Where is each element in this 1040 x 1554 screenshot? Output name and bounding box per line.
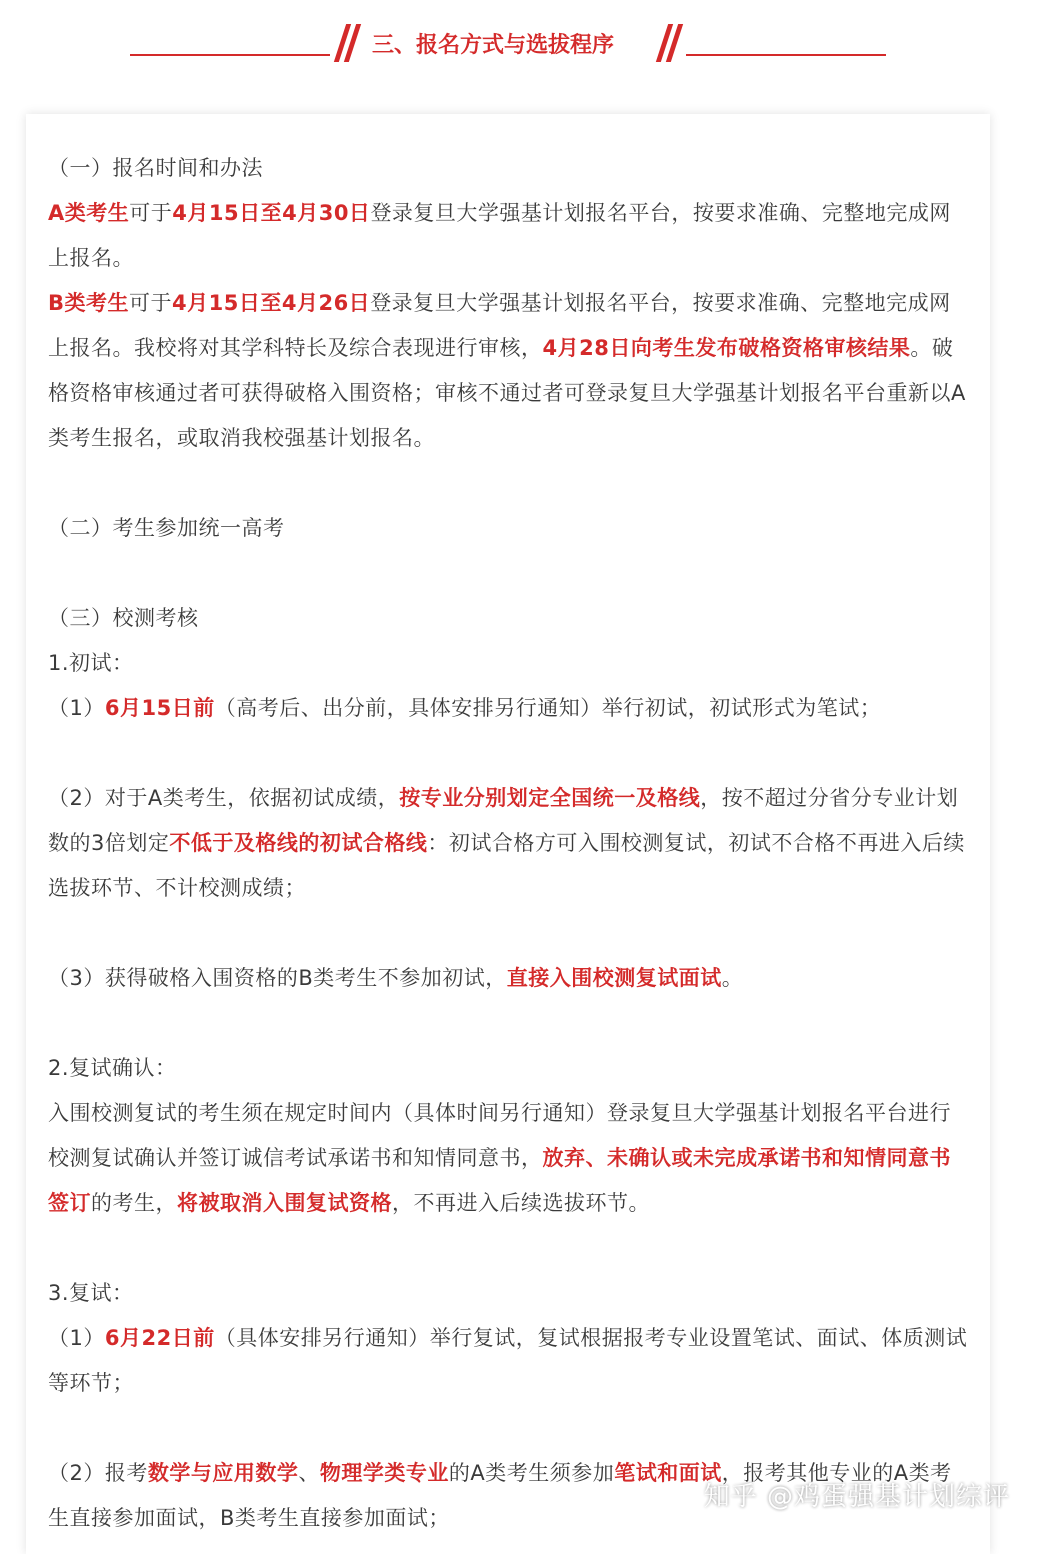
item-retest-1: （1）6月22日前（具体安排另行通知）举行复试，复试根据报考专业设置笔试、面试、体质测试等环节； <box>48 1326 968 1395</box>
zhihu-watermark: 知乎 @鸡蛋强基计划综评 <box>703 1482 1010 1512</box>
subheading-preliminary: 1.初试： <box>48 651 134 675</box>
header-line-right <box>686 54 886 56</box>
item-retest-2: （2）报考数学与应用数学、物理学类专业的A类考生须参加笔试和面试，报考其他专业的A类考生直接参加面试，B类考生直接参加面试； <box>48 1461 952 1530</box>
heading-gaokao: （二）考生参加统一高考 <box>48 516 285 540</box>
item-preliminary-3: （3）获得破格入围资格的B类考生不参加初试，直接入围校测复试面试。 <box>48 966 744 990</box>
item-preliminary-1: （1）6月15日前（高考后、出分前，具体安排另行通知）举行初试，初试形式为笔试； <box>48 696 882 720</box>
section-title: 三、报名方式与选拔程序 <box>372 33 615 58</box>
heading-school-test: （三）校测考核 <box>48 606 199 630</box>
header-line-left <box>130 54 330 56</box>
section-header <box>0 14 1040 74</box>
paragraph-b-candidates: B类考生可于4月15日至4月26日登录复旦大学强基计划报名平台，按要求准确、完整地完成网上报名。我校将对其学科特长及综合表现进行审核，4月28日向考生发布破格资格审核结果。破格资格审核通过者可获得破格入围资格；审核不通过者可登录复旦大学强基计划报名平台重新以A类考生报名，或取消我校强基计划报名。 <box>48 291 966 450</box>
heading-registration: （一）报名时间和办法 <box>48 156 263 180</box>
subheading-retest-confirm: 2.复试确认： <box>48 1056 177 1080</box>
paragraph-a-candidates: A类考生可于4月15日至4月30日登录复旦大学强基计划报名平台，按要求准确、完整地完成网上报名。 <box>48 201 951 270</box>
subheading-retest: 3.复试： <box>48 1281 134 1305</box>
slash-decoration-left <box>334 24 362 72</box>
article-body <box>48 146 968 1541</box>
item-preliminary-2: （2）对于A类考生，依据初试成绩，按专业分别划定全国统一及格线，按不超过分省分专业计划数的3倍划定不低于及格线的初试合格线：初试合格方可入围校测复试，初试不合格不再进入后续选拔环节、不计校测成绩； <box>48 786 965 900</box>
paragraph-retest-confirm: 入围校测复试的考生须在规定时间内（具体时间另行通知）登录复旦大学强基计划报名平台进行校测复试确认并签订诚信考试承诺书和知情同意书，放弃、未确认或未完成承诺书和知情同意书签订的考生，将被取消入围复试资格，不再进入后续选拔环节。 <box>48 1101 951 1215</box>
slash-decoration-right <box>656 24 684 72</box>
